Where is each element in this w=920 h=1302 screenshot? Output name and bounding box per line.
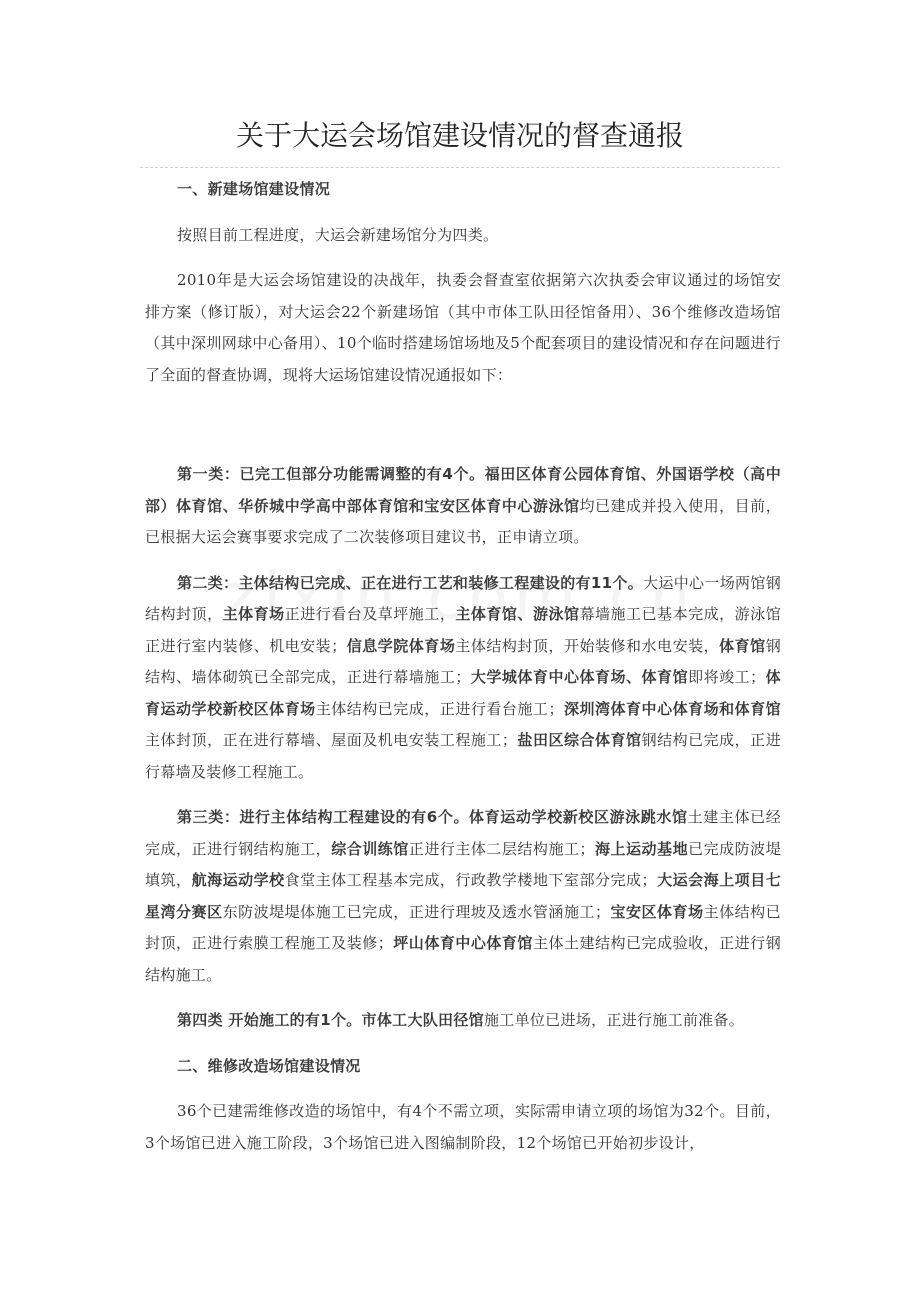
venue-status: 幕墙施工已基本完成，游泳馆正进行室内装修、机电安装； — [145, 605, 781, 655]
venue-name: 信息学院体育场 — [346, 636, 456, 655]
intro-paragraph: 按照目前工程进度，大运会新建场馆分为四类。 — [177, 225, 499, 244]
document-body — [145, 174, 781, 1159]
title-divider — [140, 167, 780, 168]
venue-name: 大运会海上项目七星湾分赛区 — [145, 871, 782, 921]
venue-status: 主体封顶，正在进行幕墙、屋面及机电安装工程施工； — [145, 731, 518, 749]
venue-status: 正进行主体二层结构施工； — [408, 839, 595, 858]
venue-name: 深圳湾体育中心体育场和体育馆 — [563, 699, 781, 718]
venue-status: 食堂主体工程基本完成，行政教学楼地下室部分完成； — [284, 871, 657, 889]
category-2-text: 大运中心一场两馆钢结构封顶， — [145, 573, 781, 623]
renovation-paragraph: 36个已建需维修改造的场馆中，有4个不需立项，实际需申请立项的场馆为32个。目前，3个场馆已进入施工阶段，3个场馆已进入图编制阶段，12个场馆已开始初步设计， — [145, 1102, 781, 1152]
venue-status: 即将竣工； — [688, 668, 766, 686]
category-1-paragraph — [145, 459, 781, 554]
category-2-paragraph — [145, 568, 781, 789]
venue-status: 钢结构、墙体砌筑已全部完成，正进行幕墙施工； — [145, 636, 781, 686]
category-1-text: 均已建成并投入使用，目前，已根据大运会赛事要求完成了二次装修项目建议书，正申请立项。 — [145, 496, 781, 546]
venue-status: 主体结构封顶，开始装修和水电安装， — [455, 636, 720, 655]
category-4-text: 施工单位已进场，正进行施工前准备。 — [483, 1011, 745, 1029]
category-4-paragraph — [145, 1005, 781, 1037]
venue-name: 体育馆 — [719, 636, 766, 655]
venue-status: 正进行看台及草坪施工， — [284, 605, 456, 623]
venue-status: 钢结构已完成，正进行幕墙及装修工程施工。 — [145, 731, 782, 781]
venue-name: 坪山体育中心体育馆 — [393, 934, 533, 952]
category-2-bold: 第二类：主体结构已完成、正在进行工艺和装修工程建设的有11个。 — [177, 573, 644, 592]
venue-name: 主体育馆、游泳馆 — [455, 605, 580, 623]
category-3-paragraph — [145, 802, 781, 991]
venue-status: 东防波堤堤体施工已完成，正进行理坡及透水管涵施工； — [222, 902, 611, 921]
category-3-bold: 第三类：进行主体结构工程建设的有6个。体育运动学校新校区游泳跳水馆 — [177, 808, 688, 826]
document-title: 关于大运会场馆建设情况的督查通报 — [235, 119, 684, 152]
section-heading-renovated-venues: 二、维修改造场馆建设情况 — [177, 1056, 361, 1075]
venue-status: 主体土建结构已完成验收，正进行钢结构施工。 — [145, 934, 781, 984]
venue-name: 体育运动学校新校区体育场 — [145, 668, 781, 718]
venue-name: 综合训练馆 — [331, 839, 409, 858]
category-3-text: 土建主体已经完成，正进行钢结构施工， — [145, 808, 781, 858]
venue-status: 已完成防波堤填筑， — [145, 839, 781, 889]
section-heading-new-venues: 一、新建场馆建设情况 — [177, 180, 331, 198]
venue-name: 盐田区综合体育馆 — [517, 731, 642, 749]
venue-status: 主体结构已完成，正进行看台施工； — [315, 699, 564, 718]
venue-name: 主体育场 — [222, 605, 285, 623]
category-4-bold: 第四类 开始施工的有1个。市体工大队田径馆 — [177, 1011, 484, 1029]
overview-paragraph: 2010年是大运会场馆建设的决战年，执委会督查室依据第六次执委会审议通过的场馆安排方案（修订版），对大运会22个新建场馆（其中市体工队田径馆备用）、36个维修改造场馆（其中深圳网球中心备用）、10个临时搭建场馆场地及5个配套项目的建设情况和存在问题进行了全面的督查协调，现将大运场馆建设情况通报如下： — [145, 271, 781, 384]
venue-status: 主体结构已封顶，正进行索膜工程施工及装修； — [145, 902, 781, 952]
venue-name: 海上运动基地 — [594, 839, 689, 858]
venue-name: 宝安区体育场 — [610, 902, 704, 921]
category-1-bold: 第一类：已完工但部分功能需调整的有4个。福田区体育公园体育馆、外国语学校（高中部）体育馆、华侨城中学高中部体育馆和宝安区体育中心游泳馆 — [145, 465, 781, 515]
venue-name: 航海运动学校 — [191, 871, 285, 889]
venue-name: 大学城体育中心体育场、体育馆 — [470, 668, 689, 686]
